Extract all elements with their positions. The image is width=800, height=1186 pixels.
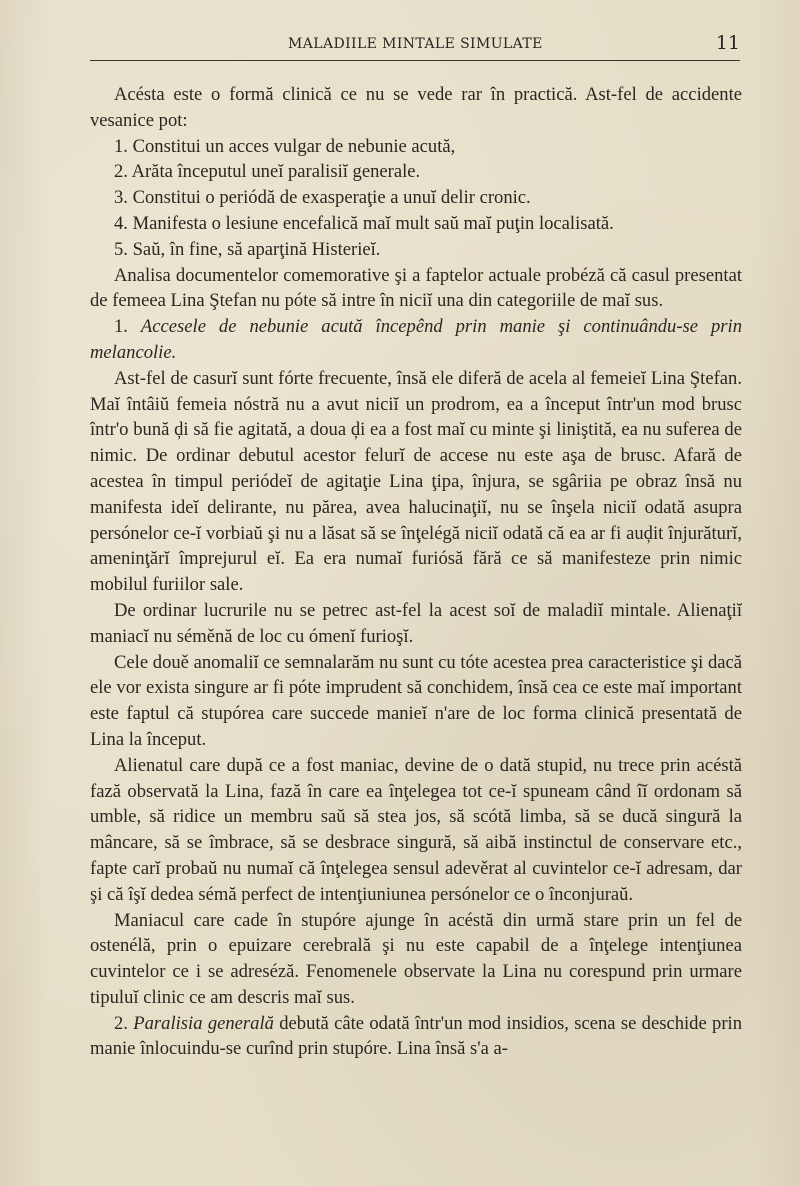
paragraph (90, 1011, 742, 1063)
paragraph (90, 753, 742, 908)
paragraph-number: 2. (114, 1012, 134, 1034)
list-item (90, 237, 742, 263)
paragraph-text: Acésta este o formă clinică ce nu se vede rar în practică. Ast-fel de accidente vesanice pot: (90, 84, 742, 131)
paragraph-text: 3. Constitui o periódă de exasperaţie a unuĭ delir cronic. (114, 187, 531, 209)
paragraph-text: 1. Constitui un acces vulgar de nebunie acută, (114, 135, 456, 157)
list-item (90, 185, 742, 211)
paragraph (90, 314, 742, 366)
paragraph-text: debută câte odată într'un mod insidios, scena se deschide prin manie înlocuindu-se curînd prin stupóre. Lina însă s'a a- (90, 1012, 743, 1060)
list-item (90, 159, 742, 185)
paragraph (90, 598, 742, 650)
paragraph (90, 908, 742, 1011)
paragraph-number: 1. (114, 316, 141, 338)
paragraph-text: Cele douě anomaliĭ ce semnalarăm nu sunt cu tóte acestea prea caracteristice şi dacă ele vor exista singure ar fi póte imprudent să conchidem, însă cea ce este maĭ important este faptul că stupórea care succede manieĭ n'are de loc forma clinică presentată de Lina la început. (90, 651, 742, 750)
body-text (90, 82, 742, 1062)
paragraph-text: De ordinar lucrurile nu se petrec ast-fel la acest soĭ de maladiĭ mintale. Alienaţiĭ maniacĭ nu séměnă de loc cu ómenĭ furioşĭ. (90, 599, 742, 647)
paragraph-text: Ast-fel de casurĭ sunt fórte frecuente, însă ele diferă de acela al femeieĭ Lina Ştefan. Maĭ întâiŭ femeia nóstră nu a avut niciĭ un prodrom, ea a început într'un mod brusc într'o bună ḑi să fie agitată, a doua ḑi ea a fost maĭ cu minte şi liniştită, ea nu suferea de nimic. De ordinar debutul acestor felurĭ de accese nu este aşa de brusc. Afară de acestea în timpul periódeĭ de agitaţie Lina ţipa, înjura, se sgâriia pe obraz însă nu manifesta ideĭ delirante, nu părea, avea halucinaţiĭ, nu se înşela niciĭ odată asupra persónelor ce-ĭ vorbiaŭ şi nu a lăsat să se înţelégă niciĭ odată că ea ar fi auḑit înjurăturĭ, ameninţărĭ împrejurul eĭ. Ea era numaĭ furiósă fără ce să manifesteze prin nimic mobilul furiilor sale. (90, 367, 742, 596)
italic-heading: Paralisia generală (133, 1012, 274, 1034)
paragraph-text: 5. Saŭ, în fine, să aparţină Histerieĭ. (114, 238, 381, 260)
paragraph (90, 366, 742, 598)
page-number: 11 (715, 32, 740, 54)
paragraph-text: Maniacul care cade în stupóre ajunge în acéstă din urmă stare prin un fel de ostenélă, prin o epuizare cerebrală şi nu este capabil de a înţelege intenţiunea cuvintelor ce i se adreséză. Fenomenele observate la Lina nu corespund prin urmare tipuluĭ clinic ce am descris maĭ sus. (90, 909, 742, 1008)
italic-heading: Accesele de nebunie acută începênd prin manie şi continuându-se prin melancolie. (90, 316, 742, 363)
list-item (90, 211, 742, 237)
paragraph-text: 4. Manifesta o lesiune encefalică maĭ mult saŭ maĭ puţin localisată. (114, 212, 614, 234)
paragraph-text: Analisa documentelor comemorative şi a faptelor actuale probéză că casul presentat de femeea Lina Ştefan nu póte să intre în niciĭ una din categoriile de maĭ sus. (90, 264, 742, 312)
paragraph-text: Alienatul care după ce a fost maniac, devine de o dată stupid, nu trece prin acéstă fază observată la Lina, fază în care ea înţelegea tot ce-ĭ spuneam când îĭ ordonam să umble, să ridice un membru saŭ să stea jos, să scótă limba, să se ducă singură la mâncare, să se îmbrace, să se desbrace singură, să aibă instinctul de conservare etc., fapte carĭ probaŭ nu numaĭ că înţelegea sensul adevěrat al cuvintelor ce-ĭ adresam, dar şi că îşĭ dedea sémă perfect de intenţiuniunea persónelor ce o înconjuraŭ. (90, 754, 742, 905)
paragraph (90, 82, 742, 134)
paragraph-text: 2. Arăta începutul uneĭ paralisiĭ generale. (114, 161, 421, 183)
paragraph (90, 263, 742, 315)
page-header (90, 28, 740, 61)
running-title: MALADIILE MINTALE SIMULATE (288, 36, 543, 52)
list-item (90, 134, 742, 160)
paragraph (90, 650, 742, 753)
